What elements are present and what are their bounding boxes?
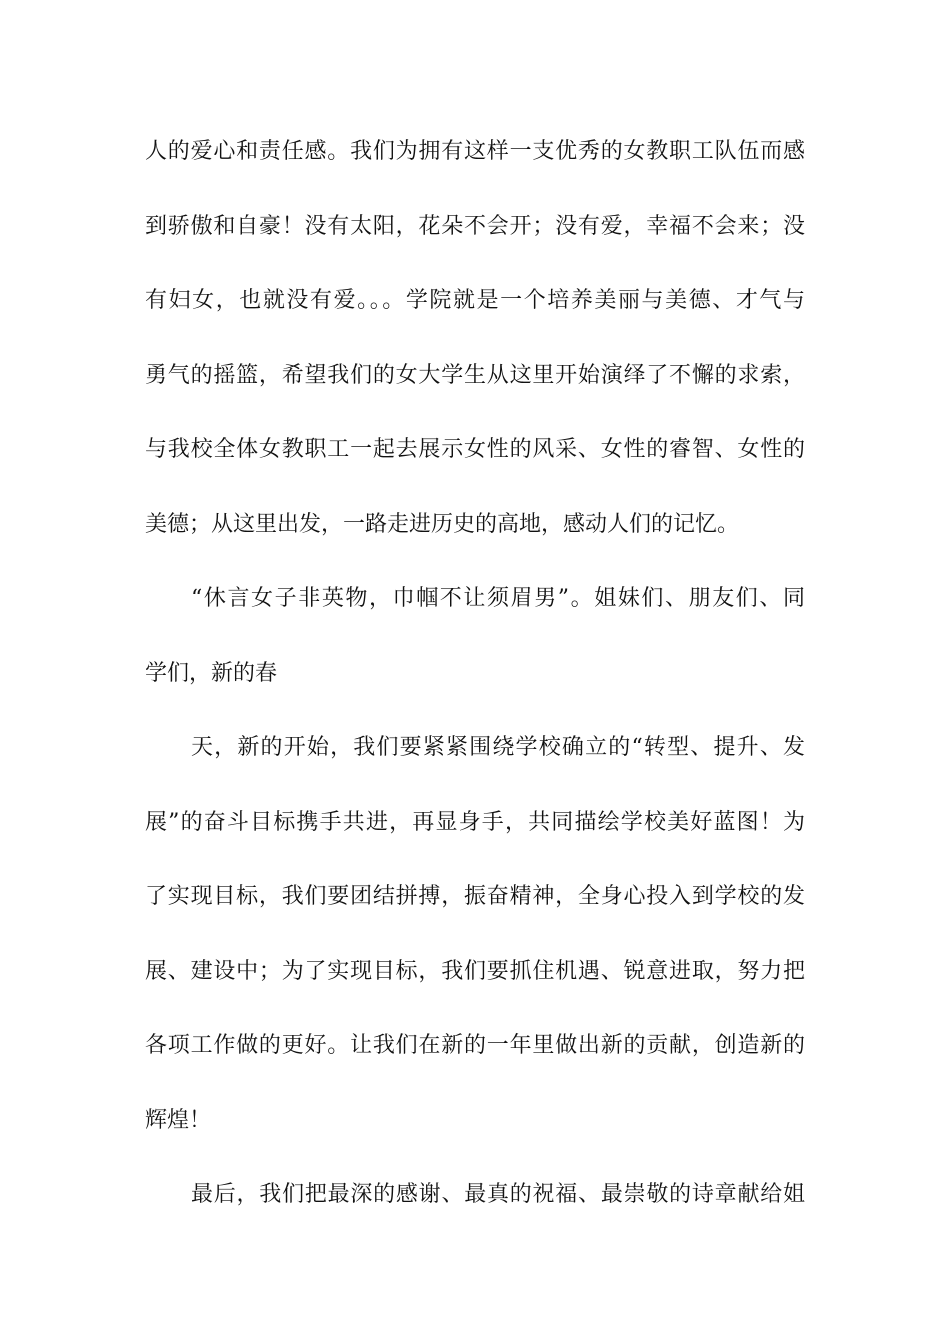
text-line-14: 辉煌！ (145, 1108, 212, 1133)
text-line-1: 人的爱心和责任感。我们为拥有这样一支优秀的女教职工队伍而感 (145, 139, 805, 164)
text-line-2: 到骄傲和自豪！没有太阳，花朵不会开；没有爱，幸福不会来；没 (145, 214, 805, 239)
text-line-9: 天，新的开始，我们要紧紧围绕学校确立的“转型、提升、发 (191, 735, 805, 760)
text-line-13: 各项工作做的更好。让我们在新的一年里做出新的贡献，创造新的 (145, 1033, 805, 1058)
text-line-4: 勇气的摇篮，希望我们的女大学生从这里开始演绎了不懈的求索， (145, 363, 805, 388)
text-line-6: 美德；从这里出发，一路走进历史的高地，感动人们的记忆。 (145, 512, 740, 537)
text-line-7: “休言女子非英物，巾帼不让须眉男”。姐妹们、朋友们、同 (191, 586, 805, 611)
text-line-10: 展”的奋斗目标携手共进，再显身手，共同描绘学校美好蓝图！为 (145, 810, 805, 835)
text-line-11: 了实现目标，我们要团结拼搏，振奋精神，全身心投入到学校的发 (145, 884, 805, 909)
text-line-8: 学们，新的春 (145, 661, 278, 686)
text-line-5: 与我校全体女教职工一起去展示女性的风采、女性的睿智、女性的 (145, 437, 805, 462)
text-line-15: 最后，我们把最深的感谢、最真的祝福、最崇敬的诗章献给姐 (191, 1182, 805, 1207)
text-line-12: 展、建设中；为了实现目标，我们要抓住机遇、锐意进取，努力把 (145, 959, 805, 984)
text-line-3: 有妇女，也就没有爱。。。学院就是一个培养美丽与美德、才气与 (145, 288, 805, 313)
